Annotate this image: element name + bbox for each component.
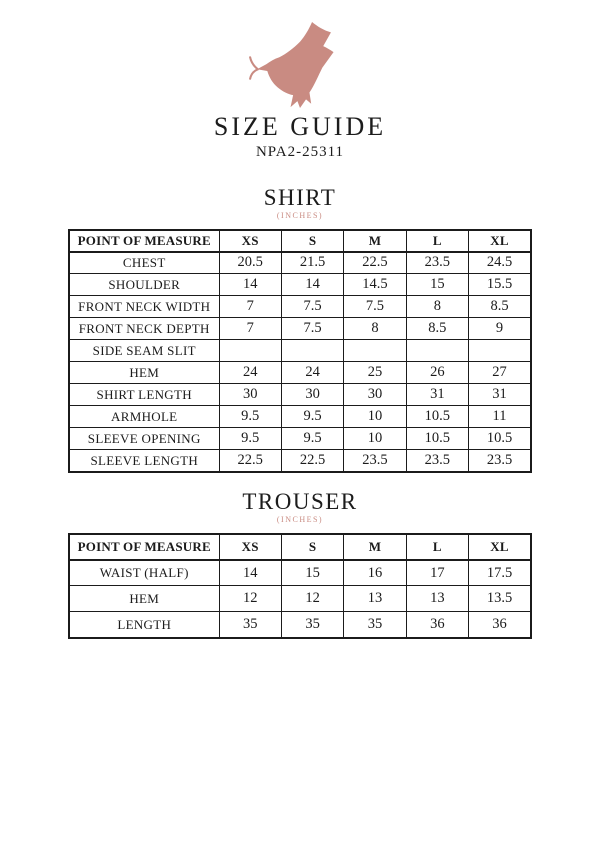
trouser-section-heading: TROUSER xyxy=(242,488,358,514)
column-header: L xyxy=(406,230,468,252)
measure-value: 13.5 xyxy=(469,586,531,612)
table-row xyxy=(69,384,531,406)
measure-value: 9.5 xyxy=(219,428,281,450)
table-row xyxy=(69,450,531,472)
measure-value: 36 xyxy=(469,612,531,638)
shirt-size-table xyxy=(68,229,532,473)
table-row xyxy=(69,560,531,586)
measure-value: 17.5 xyxy=(469,560,531,586)
trouser-size-table xyxy=(68,533,532,639)
measure-value: 7 xyxy=(219,318,281,340)
measure-value: 9.5 xyxy=(281,428,343,450)
column-header: POINT OF MEASURE xyxy=(69,230,219,252)
measure-value: 15.5 xyxy=(469,274,531,296)
column-header: S xyxy=(281,534,343,560)
measure-label: HEM xyxy=(69,586,219,612)
column-header: XL xyxy=(469,534,531,560)
measure-value: 15 xyxy=(281,560,343,586)
column-header: M xyxy=(344,230,406,252)
column-header: L xyxy=(406,534,468,560)
table-row xyxy=(69,252,531,274)
trouser-unit-label: (INCHES) xyxy=(276,514,324,524)
measure-value: 10 xyxy=(344,428,406,450)
measure-value: 8 xyxy=(406,296,468,318)
measure-label: SLEEVE OPENING xyxy=(69,428,219,450)
measure-value: 7.5 xyxy=(344,296,406,318)
measure-value: 30 xyxy=(344,384,406,406)
measure-value: 35 xyxy=(219,612,281,638)
measure-label: HEM xyxy=(69,362,219,384)
measure-value: 14.5 xyxy=(344,274,406,296)
measure-value: 24 xyxy=(281,362,343,384)
measure-value xyxy=(469,340,531,362)
column-header: XS xyxy=(219,534,281,560)
column-header: XL xyxy=(469,230,531,252)
measure-value: 13 xyxy=(406,586,468,612)
measure-value: 12 xyxy=(281,586,343,612)
measure-value: 10.5 xyxy=(469,428,531,450)
measure-value: 31 xyxy=(406,384,468,406)
shirt-section-heading: SHIRT xyxy=(263,184,337,210)
measure-value: 9.5 xyxy=(281,406,343,428)
measure-value: 30 xyxy=(281,384,343,406)
measure-value: 14 xyxy=(219,274,281,296)
measure-label: SIDE SEAM SLIT xyxy=(69,340,219,362)
measure-value: 7.5 xyxy=(281,296,343,318)
measure-value: 16 xyxy=(344,560,406,586)
column-header: S xyxy=(281,230,343,252)
measure-value: 21.5 xyxy=(281,252,343,274)
measure-value: 10 xyxy=(344,406,406,428)
measure-value: 23.5 xyxy=(469,450,531,472)
page-title: SIZE GUIDE xyxy=(213,112,387,141)
measure-value: 22.5 xyxy=(281,450,343,472)
shirt-section xyxy=(264,186,337,220)
measure-value: 22.5 xyxy=(219,450,281,472)
measure-label: SHOULDER xyxy=(69,274,219,296)
measure-value: 10.5 xyxy=(406,428,468,450)
measure-value: 10.5 xyxy=(406,406,468,428)
measure-label: SHIRT LENGTH xyxy=(69,384,219,406)
measure-value: 14 xyxy=(219,560,281,586)
measure-value xyxy=(406,340,468,362)
table-header-row xyxy=(69,230,531,252)
product-code: NPA2-25311 xyxy=(255,143,345,160)
measure-value: 31 xyxy=(469,384,531,406)
measure-label: CHEST xyxy=(69,252,219,274)
column-header: M xyxy=(344,534,406,560)
dove-icon xyxy=(241,22,359,108)
measure-value: 20.5 xyxy=(219,252,281,274)
table-row xyxy=(69,296,531,318)
shirt-unit-label: (INCHES) xyxy=(276,210,324,220)
measure-value: 7.5 xyxy=(281,318,343,340)
table-row xyxy=(69,362,531,384)
measure-value: 36 xyxy=(406,612,468,638)
measure-value: 27 xyxy=(469,362,531,384)
measure-value: 24 xyxy=(219,362,281,384)
measure-value: 26 xyxy=(406,362,468,384)
measure-value: 9 xyxy=(469,318,531,340)
measure-label: WAIST (HALF) xyxy=(69,560,219,586)
table-row xyxy=(69,586,531,612)
column-header: XS xyxy=(219,230,281,252)
measure-value: 8.5 xyxy=(469,296,531,318)
measure-value xyxy=(344,340,406,362)
measure-value: 8 xyxy=(344,318,406,340)
measure-value: 35 xyxy=(344,612,406,638)
measure-value: 17 xyxy=(406,560,468,586)
table-row xyxy=(69,274,531,296)
measure-value xyxy=(281,340,343,362)
measure-value: 14 xyxy=(281,274,343,296)
column-header: POINT OF MEASURE xyxy=(69,534,219,560)
table-row xyxy=(69,340,531,362)
measure-value: 23.5 xyxy=(344,450,406,472)
measure-value: 23.5 xyxy=(406,252,468,274)
measure-label: FRONT NECK DEPTH xyxy=(69,318,219,340)
table-row xyxy=(69,428,531,450)
measure-label: FRONT NECK WIDTH xyxy=(69,296,219,318)
measure-value: 11 xyxy=(469,406,531,428)
measure-value: 35 xyxy=(281,612,343,638)
measure-value: 12 xyxy=(219,586,281,612)
measure-value: 7 xyxy=(219,296,281,318)
measure-value: 9.5 xyxy=(219,406,281,428)
table-row xyxy=(69,612,531,638)
measure-label: SLEEVE LENGTH xyxy=(69,450,219,472)
measure-value xyxy=(219,340,281,362)
measure-value: 25 xyxy=(344,362,406,384)
measure-value: 8.5 xyxy=(406,318,468,340)
table-row xyxy=(69,318,531,340)
measure-label: ARMHOLE xyxy=(69,406,219,428)
table-header-row xyxy=(69,534,531,560)
measure-label: LENGTH xyxy=(69,612,219,638)
measure-value: 13 xyxy=(344,586,406,612)
trouser-section xyxy=(242,490,357,524)
table-row xyxy=(69,406,531,428)
measure-value: 23.5 xyxy=(406,450,468,472)
measure-value: 30 xyxy=(219,384,281,406)
measure-value: 24.5 xyxy=(469,252,531,274)
measure-value: 22.5 xyxy=(344,252,406,274)
measure-value: 15 xyxy=(406,274,468,296)
